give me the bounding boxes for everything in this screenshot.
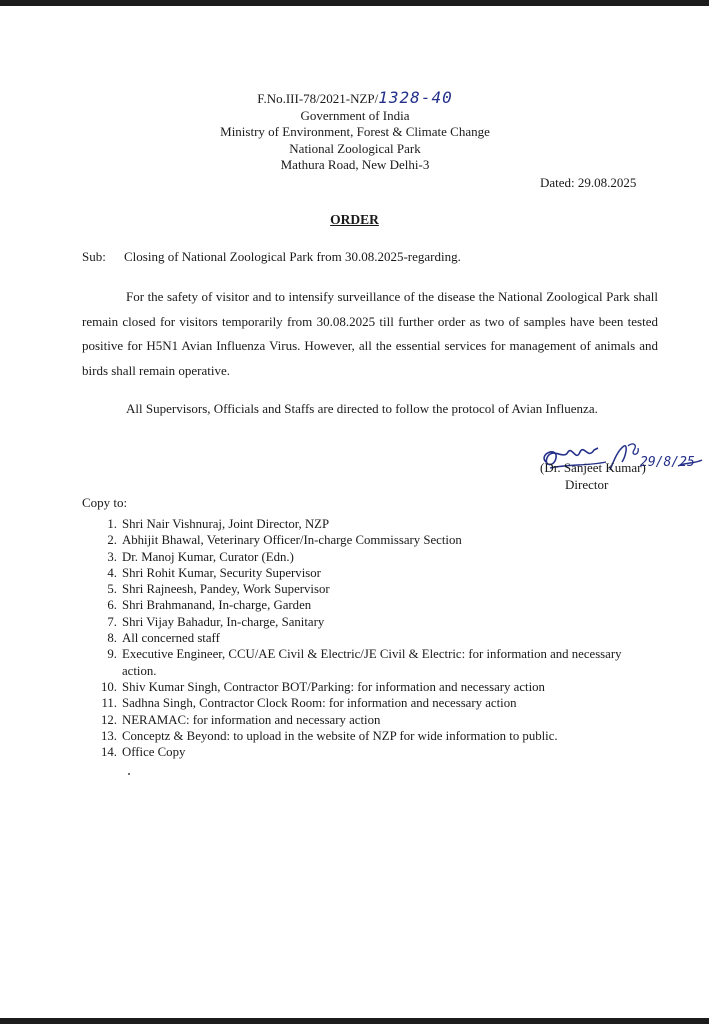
list-item: 6. Shri Brahmanand, In-charge, Garden xyxy=(107,598,312,613)
copy-to-list xyxy=(84,516,644,760)
subject-text: Closing of National Zoological Park from 30.08.2025-regarding. xyxy=(124,249,461,264)
order-title: ORDER xyxy=(330,212,379,227)
org-line-address: Mathura Road, New Delhi-3 xyxy=(280,157,430,172)
order-paragraph-protocol: All Supervisors, Officials and Staffs are directed to follow the protocol of Avian Influenza. xyxy=(126,401,598,416)
copy-to-label: Copy to: xyxy=(82,495,128,510)
file-number-printed: F.No.III-78/2021-NZP/ xyxy=(257,91,379,106)
list-item: 3. Dr. Manoj Kumar, Curator (Edn.) xyxy=(107,549,294,564)
list-item: 8. All concerned staff xyxy=(107,631,220,646)
stray-mark xyxy=(128,773,130,775)
list-item: 4. Shri Rohit Kumar, Security Supervisor xyxy=(107,565,321,580)
list-item: 13. Conceptz & Beyond: to upload in the website of NZP for wide information to public. xyxy=(101,728,558,743)
org-line-park: National Zoological Park xyxy=(289,140,421,156)
subject-line xyxy=(82,249,461,265)
signature-date: 29/8/25 xyxy=(640,455,695,470)
list-item: 7. Shri Vijay Bahadur, In-charge, Sanitary xyxy=(107,614,325,629)
file-number xyxy=(150,90,560,108)
bottom-border xyxy=(0,1018,709,1024)
list-item: 5. Shri Rajneesh, Pandey, Work Supervisor xyxy=(107,582,330,597)
order-paragraph-main: For the safety of visitor and to intensify surveillance of the disease the National Zoological Park shall remain closed for visitors temporarily from 30.08.2025 till further order as two of samples have been tested positive for H5N1 Avian Influenza Virus. However, all the essential services for management of animals and birds shall remain operative. xyxy=(82,289,658,378)
list-item: 10. Shiv Kumar Singh, Contractor BOT/Parking: for information and necessary action xyxy=(101,679,545,694)
signatory-designation: Director xyxy=(565,477,609,492)
list-item: 11. Sadhna Singh, Contractor Clock Room: for information and necessary action xyxy=(101,696,517,711)
list-item: 14. Office Copy xyxy=(101,745,186,760)
file-number-handwritten: 1328-40 xyxy=(378,88,453,107)
date-line: Dated: 29.08.2025 xyxy=(540,175,637,190)
list-item: 9. Executive Engineer, CCU/AE Civil & Electric/JE Civil & Electric: for information and necessary action. xyxy=(107,647,622,678)
org-line-ministry: Ministry of Environment, Forest & Climate Change xyxy=(220,124,490,139)
list-item: 1. Shri Nair Vishnuraj, Joint Director, NZP xyxy=(107,517,330,531)
signatory-name: (Dr. Sanjeet Kumar) xyxy=(540,460,646,475)
list-item: 2. Abhijit Bhawal, Veterinary Officer/In-charge Commissary Section xyxy=(107,533,462,548)
letterhead xyxy=(150,90,560,174)
subject-label: Sub: xyxy=(82,249,106,264)
org-line-government: Government of India xyxy=(300,107,410,123)
list-item: 12. NERAMAC: for information and necessary action xyxy=(101,712,381,727)
